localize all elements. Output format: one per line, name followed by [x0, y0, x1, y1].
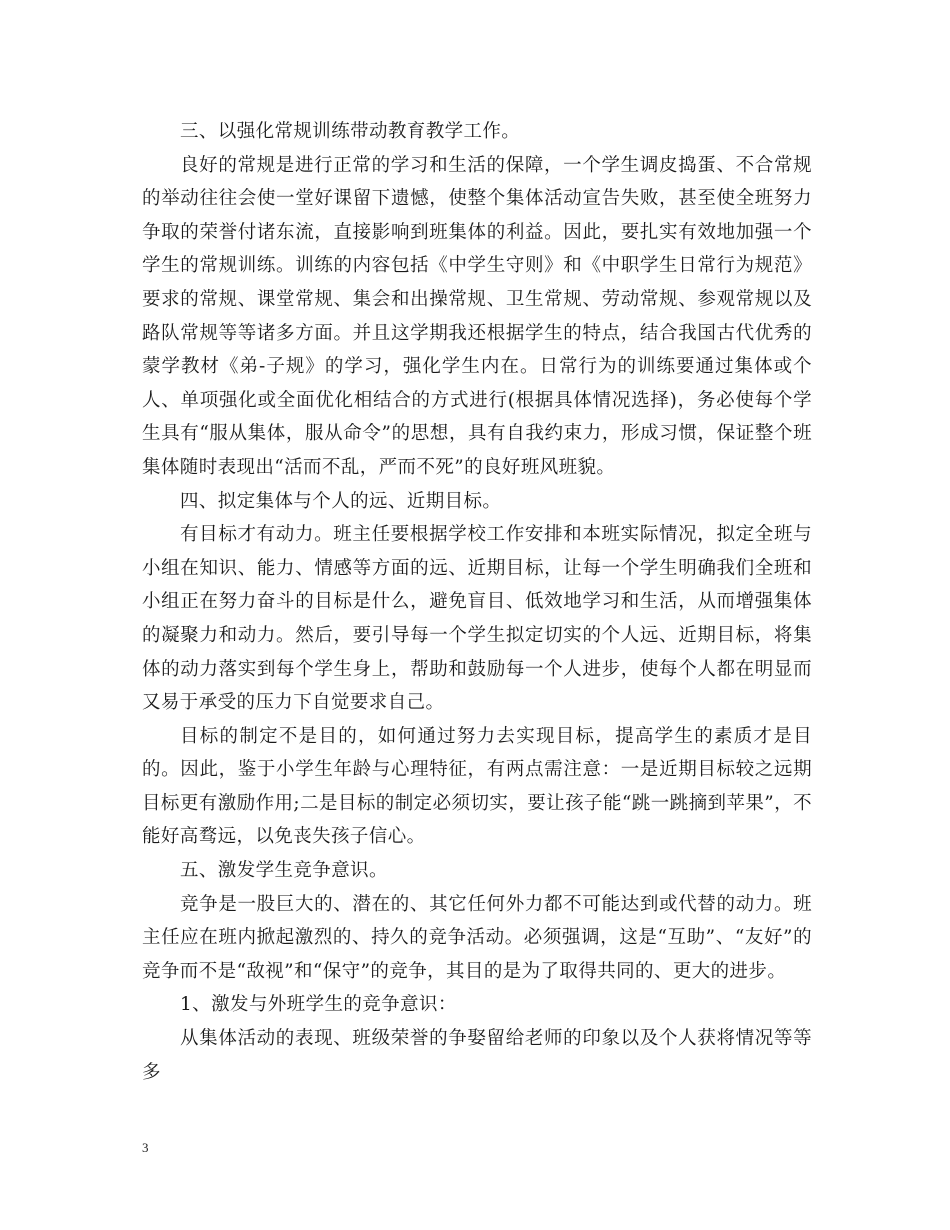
section-heading-5: 五、激发学生竞争意识。	[180, 860, 388, 882]
paragraph-competition: 竞争是一股巨大的、潜在的、其它任何外力都不可能达到或代替的动力。班主任应在班内掀起激烈的、持久的竞争活动。必须强调，这是“互助”、“友好”的竞争而不是“敌视”和“保守”的竞争，其目的是为了取得共同的、更大的进步。	[142, 893, 812, 982]
section-heading-4: 四、拟定集体与个人的远、近期目标。	[180, 490, 502, 512]
paragraph-routine-training: 良好的常规是进行正常的学习和生活的保障，一个学生调皮捣蛋、不合常规的举动往往会使一堂好课留下遗憾，使整个集体活动宣告失败，甚至使全班努力争取的荣誉付诸东流，直接影响到班集体的利益。因此，要扎实有效地加强一个学生的常规训练。训练的内容包括《中学生守则》和《中职学生日常行为规范》要求的常规、课堂常规、集会和出操常规、卫生常规、劳动常规、参观常规以及路队常规等等诸多方面。并且这学期我还根据学生的特点，结合我国古代优秀的蒙学教材《弟-子规》的学习，强化学生内在。日常行为的训练要通过集体或个人、单项强化或全面优化相结合的方式进行(根据具体情况选择)，务必使每个学生具有“服从集体，服从命令”的思想，具有自我约束力，形成习惯，保证整个班集体随时表现出“活而不乱，严而不死”的良好班风班貌。	[142, 154, 812, 478]
page-number: 3	[142, 1140, 149, 1155]
paragraph-competition-detail: 从集体活动的表现、班级荣誉的争娶留给老师的印象以及个人获将情况等等多	[142, 1028, 812, 1083]
paragraph-goal-notes: 目标的制定不是目的，如何通过努力去实现目标，提高学生的素质才是目的。因此，鉴于小学生年龄与心理特征，有两点需注意：一是近期目标较之远期目标更有激励作用;二是目标的制定必须切实，要让孩子能“跳一跳摘到苹果”，不能好高骛远，以免丧失孩子信心。	[142, 725, 812, 848]
section-heading-3: 三、以强化常规训练带动教育教学工作。	[180, 121, 521, 142]
document-body	[142, 115, 812, 1089]
paragraph-goals: 有目标才有动力。班主任要根据学校工作安排和本班实际情况，拟定全班与小组在知识、能力、情感等方面的远、近期目标，让每一个学生明确我们全班和小组正在努力奋斗的目标是什么，避免盲目、低效地学习和生活，从而增强集体的凝聚力和动力。然后，要引导每一个学生拟定切实的个人远、近期目标，将集体的动力落实到每个学生身上，帮助和鼓励每一个人进步，使每个人都在明显而又易于承受的压力下自觉要求自己。	[142, 524, 812, 714]
subheading-1: 1、激发与外班学生的竞争意识：	[180, 994, 457, 1016]
